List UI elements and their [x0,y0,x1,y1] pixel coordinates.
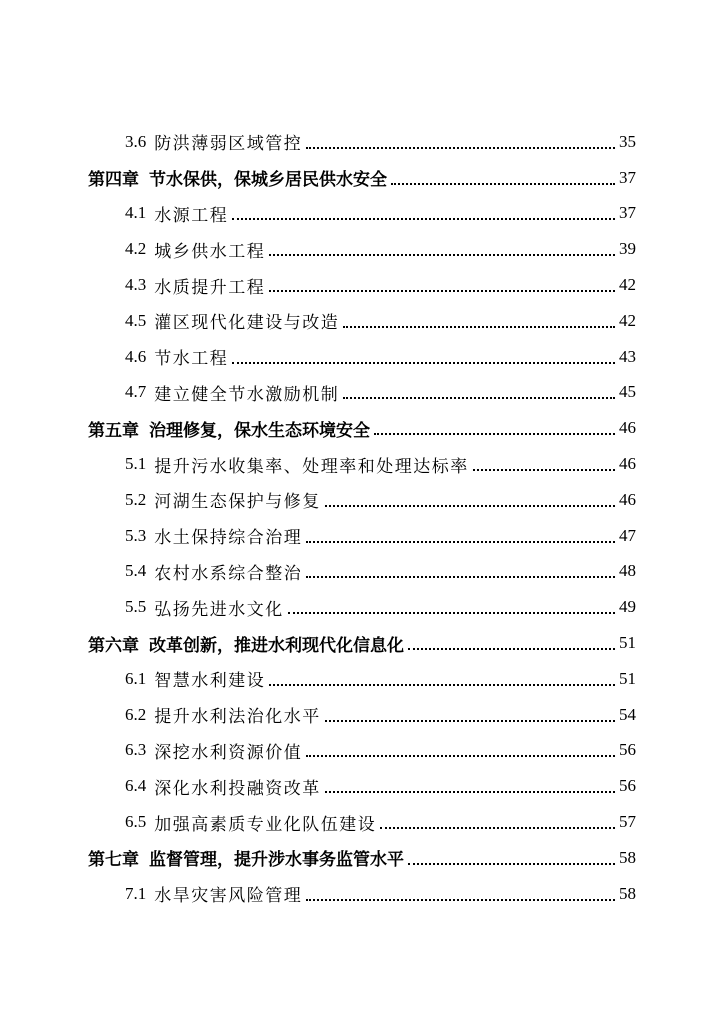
toc-entry-number: 3.6 [125,131,147,151]
toc-section-entry[interactable] [0,733,724,769]
dot-leader [306,541,615,543]
dot-leader [232,218,615,220]
toc-entry-title: 建立健全节水激励机制 [154,384,340,405]
toc-entry-title: 城乡供水工程 [154,241,266,262]
toc-section-entry[interactable] [0,518,724,554]
dot-leader [380,827,615,829]
toc-entry-page-number: 51 [619,668,636,688]
toc-section-entry[interactable] [0,303,724,339]
table-of-contents [0,124,724,912]
toc-entry-number: 第七章 [88,850,139,871]
toc-section-entry[interactable] [0,661,724,697]
toc-entry-number: 5.5 [125,597,147,617]
dot-leader [288,612,615,614]
toc-entry-number: 5.2 [125,489,147,509]
toc-entry-page-number: 54 [619,704,636,724]
toc-entry-page-number: 42 [619,310,636,330]
toc-entry-number: 第四章 [88,170,139,191]
toc-section-entry[interactable] [0,231,724,267]
toc-entry-title: 水土保持综合治理 [154,528,303,549]
dot-leader [306,147,615,149]
toc-entry-title: 灌区现代化建设与改造 [154,313,340,334]
toc-section-entry[interactable] [0,124,724,160]
toc-entry-page-number: 45 [619,382,636,402]
toc-entry-page-number: 35 [619,131,636,151]
toc-entry-page-number: 46 [619,489,636,509]
toc-section-entry[interactable] [0,768,724,804]
toc-section-entry[interactable] [0,446,724,482]
toc-entry-title: 加强高素质专业化队伍建设 [154,814,377,835]
dot-leader [306,576,615,578]
toc-entry-number: 5.1 [125,454,147,474]
toc-entry-page-number: 42 [619,275,636,295]
toc-entry-number: 第五章 [88,420,139,441]
toc-entry-title: 提升污水收集率、处理率和处理达标率 [154,456,469,477]
toc-entry-title: 弘扬先进水文化 [154,599,284,620]
toc-chapter-entry[interactable] [0,840,724,876]
toc-section-entry[interactable] [0,554,724,590]
dot-leader [306,755,615,757]
toc-entry-title: 提升水利法治化水平 [154,707,321,728]
toc-entry-page-number: 46 [619,418,636,438]
toc-entry-number: 6.1 [125,668,147,688]
dot-leader [269,290,615,292]
toc-entry-number: 7.1 [125,883,147,903]
dot-leader [325,791,615,793]
toc-entry-number: 4.3 [125,275,147,295]
toc-section-entry[interactable] [0,482,724,518]
toc-section-entry[interactable] [0,375,724,411]
toc-entry-title: 治理修复，保水生态环境安全 [149,420,370,441]
toc-section-entry[interactable] [0,589,724,625]
toc-entry-number: 4.2 [125,239,147,259]
toc-entry-number: 6.2 [125,704,147,724]
toc-entry-title: 深化水利投融资改革 [154,778,321,799]
toc-entry-page-number: 56 [619,776,636,796]
dot-leader [269,254,615,256]
toc-entry-number: 6.3 [125,740,147,760]
dot-leader [232,362,615,364]
toc-entry-title: 水质提升工程 [154,277,266,298]
toc-entry-number: 5.3 [125,525,147,545]
toc-chapter-entry[interactable] [0,625,724,661]
dot-leader [269,684,615,686]
toc-section-entry[interactable] [0,697,724,733]
toc-entry-title: 节水保供，保城乡居民供水安全 [149,170,387,191]
toc-chapter-entry[interactable] [0,410,724,446]
toc-entry-title: 改革创新，推进水利现代化信息化 [149,635,404,656]
toc-entry-title: 节水工程 [154,349,229,370]
toc-entry-page-number: 49 [619,597,636,617]
toc-section-entry[interactable] [0,876,724,912]
toc-entry-number: 6.4 [125,776,147,796]
toc-entry-page-number: 56 [619,740,636,760]
toc-entry-page-number: 51 [619,633,636,653]
toc-entry-page-number: 46 [619,454,636,474]
dot-leader [325,720,615,722]
toc-chapter-entry[interactable] [0,160,724,196]
toc-entry-page-number: 57 [619,812,636,832]
dot-leader [343,397,615,399]
toc-section-entry[interactable] [0,196,724,232]
dot-leader [473,469,615,471]
toc-entry-title: 水旱灾害风险管理 [154,886,303,907]
dot-leader [391,183,615,185]
toc-section-entry[interactable] [0,804,724,840]
toc-entry-number: 4.7 [125,382,147,402]
toc-section-entry[interactable] [0,267,724,303]
toc-entry-page-number: 39 [619,239,636,259]
toc-entry-number: 4.5 [125,310,147,330]
dot-leader [306,899,615,901]
toc-section-entry[interactable] [0,339,724,375]
toc-entry-page-number: 37 [619,167,636,187]
toc-entry-title: 水源工程 [154,205,229,226]
toc-entry-page-number: 43 [619,346,636,366]
toc-entry-number: 5.4 [125,561,147,581]
toc-entry-number: 4.1 [125,203,147,223]
toc-entry-title: 防洪薄弱区域管控 [154,134,303,155]
dot-leader [374,433,615,435]
toc-entry-title: 监督管理，提升涉水事务监管水平 [149,850,404,871]
toc-entry-number: 第六章 [88,635,139,656]
dot-leader [408,863,615,865]
toc-entry-page-number: 48 [619,561,636,581]
toc-entry-title: 深挖水利资源价值 [154,742,303,763]
toc-entry-title: 农村水系综合整治 [154,563,303,584]
toc-entry-page-number: 37 [619,203,636,223]
toc-entry-page-number: 47 [619,525,636,545]
toc-entry-title: 河湖生态保护与修复 [154,492,321,513]
dot-leader [408,648,615,650]
dot-leader [325,505,615,507]
toc-entry-number: 4.6 [125,346,147,366]
toc-entry-page-number: 58 [619,883,636,903]
dot-leader [343,326,615,328]
toc-entry-page-number: 58 [619,847,636,867]
toc-entry-title: 智慧水利建设 [154,671,266,692]
toc-entry-number: 6.5 [125,812,147,832]
